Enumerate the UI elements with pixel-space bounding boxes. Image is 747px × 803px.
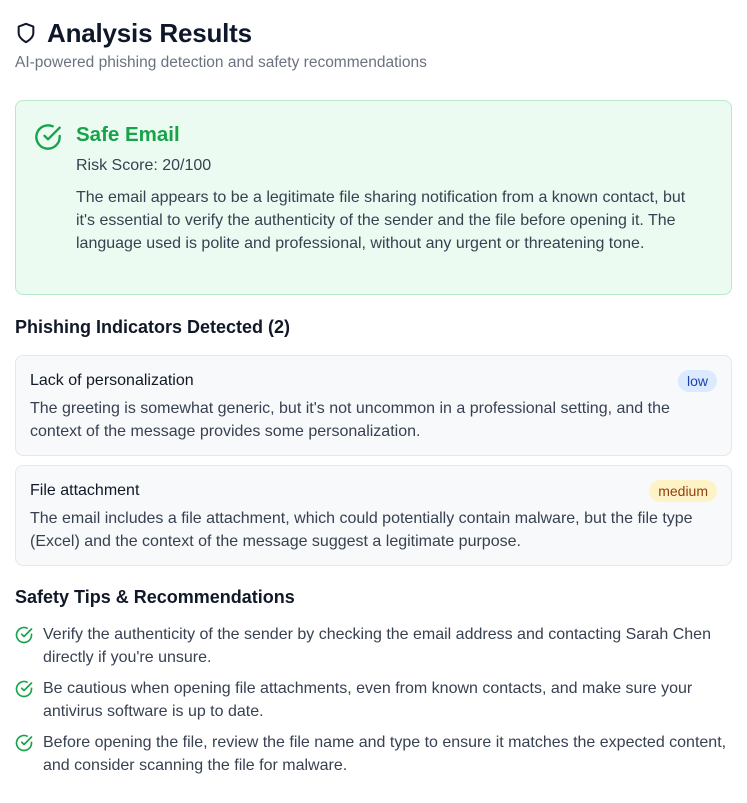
indicator-name: File attachment	[30, 482, 140, 499]
tip-text: Be cautious when opening file attachments, even from known contacts, and make sure your antivirus software is up to date.	[43, 680, 693, 720]
indicator-description: The greeting is somewhat generic, but it's not uncommon in a professional setting, and the context of the message provides some personalization.	[30, 400, 670, 440]
tips-list	[15, 623, 732, 777]
check-circle-icon	[15, 734, 33, 752]
check-circle-icon	[15, 626, 33, 644]
tip-item	[15, 677, 732, 723]
tip-item	[15, 623, 732, 669]
shield-icon	[15, 22, 37, 44]
indicator-card	[15, 355, 732, 456]
page-header	[15, 16, 732, 50]
check-circle-icon	[15, 680, 33, 698]
verdict-card	[15, 100, 732, 295]
indicators-heading: Phishing Indicators Detected (2)	[15, 317, 291, 337]
check-circle-icon	[34, 123, 62, 151]
verdict-title: Safe Email	[76, 123, 180, 146]
indicator-description: The email includes a file attachment, which could potentially contain malware, but the file type (Excel) and the context of the message suggest a legitimate purpose.	[30, 510, 693, 550]
tip-item	[15, 731, 732, 777]
tips-heading: Safety Tips & Recommendations	[15, 587, 295, 607]
indicator-card	[15, 465, 732, 566]
verdict-summary: The email appears to be a legitimate file sharing notification from a known contact, but it's essential to verify the authenticity of the sender and the file before opening it. The language used is polite and professional, without any urgent or threatening tone.	[76, 189, 686, 252]
tip-text: Before opening the file, review the file name and type to ensure it matches the expected content, and consider scanning the file for malware.	[43, 734, 727, 774]
risk-score: Risk Score: 20/100	[76, 157, 212, 174]
severity-badge: low	[678, 370, 717, 392]
page-subtitle: AI-powered phishing detection and safety recommendations	[15, 54, 427, 71]
tip-text: Verify the authenticity of the sender by checking the email address and contacting Sarah Chen directly if you're unsure.	[43, 626, 711, 666]
indicator-name: Lack of personalization	[30, 372, 194, 389]
page-title: Analysis Results	[47, 17, 252, 48]
severity-badge: medium	[649, 480, 717, 502]
